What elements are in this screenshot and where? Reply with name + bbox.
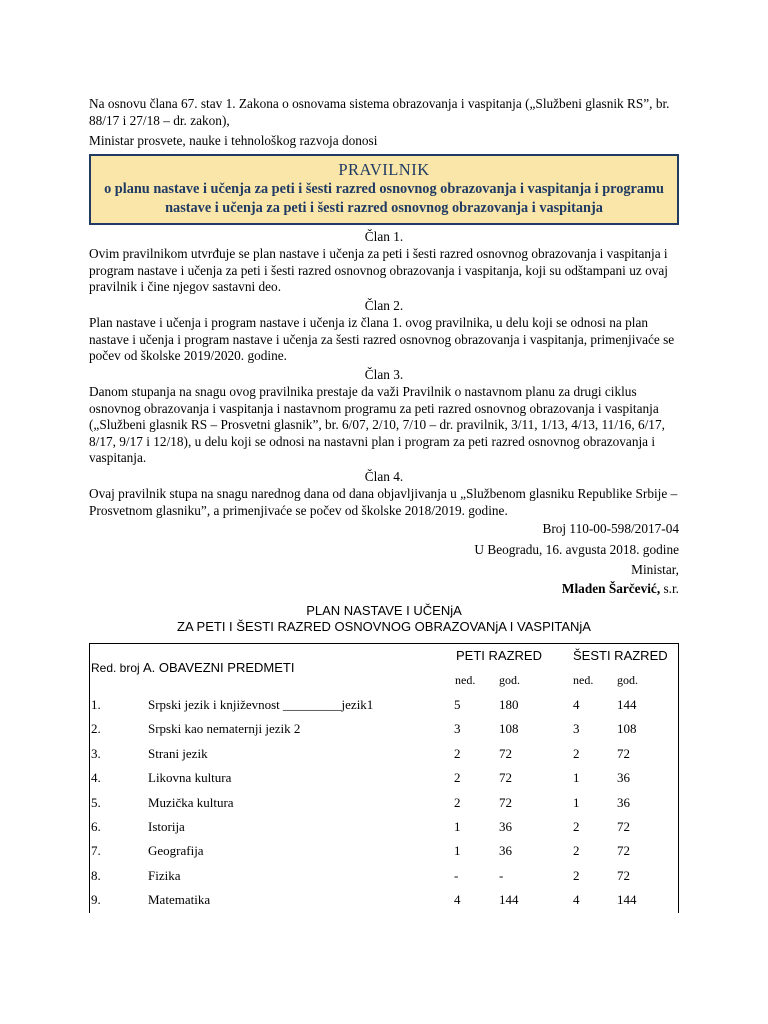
row-no: 5. — [91, 794, 101, 810]
plan-heading — [89, 603, 679, 635]
table-row — [90, 766, 680, 790]
row-g6: 144 — [617, 696, 637, 712]
row-n5: 2 — [454, 745, 461, 761]
table-row — [90, 717, 680, 741]
signatory-name: Mladen Šarčević, — [561, 580, 661, 596]
title-box — [89, 154, 679, 225]
row-n5: 5 — [454, 696, 461, 712]
row-n6: 2 — [573, 818, 580, 834]
row-n6: 3 — [573, 721, 580, 737]
article-4 — [89, 469, 679, 520]
row-no: 6. — [91, 818, 101, 834]
header-god-6: god. — [617, 673, 638, 688]
row-n5: 1 — [454, 818, 461, 834]
row-g6: 72 — [617, 843, 630, 859]
row-g6: 36 — [617, 794, 630, 810]
article-heading: Član 4. — [364, 468, 404, 484]
row-n5: 1 — [454, 843, 461, 859]
row-no: 3. — [91, 745, 101, 761]
row-g6: 144 — [617, 892, 637, 908]
row-no: 8. — [91, 867, 101, 883]
row-n6: 4 — [573, 892, 580, 908]
header-no: Red. broj — [91, 661, 140, 676]
row-subject: Geografija — [148, 843, 204, 859]
article-2 — [89, 298, 679, 365]
intro-legal-basis: Na osnovu člana 67. stav 1. Zakona o osnovama sistema obrazovanja i vaspitanja („Službeni glasnik RS”, br. 88/17 i 27/18 – dr. zakon), — [89, 96, 670, 128]
document-subtitle: o planu nastave i učenja za peti i šesti razred osnovnog obrazovanja i vaspitanja i programu nastave i učenja za peti i šesti razred osnovnog obrazovanja i vaspitanja — [104, 180, 664, 216]
table-row — [90, 693, 680, 717]
plan-title-line2: ZA PETI I ŠESTI RAZRED OSNOVNOG OBRAZOVANjA I VASPITANjA — [177, 619, 591, 634]
row-g6: 36 — [617, 770, 630, 786]
article-heading: Član 3. — [364, 366, 404, 382]
article-heading: Član 1. — [364, 228, 404, 244]
table-header-row — [90, 644, 680, 668]
row-subject: Muzička kultura — [148, 794, 234, 810]
row-g5: 36 — [499, 843, 512, 859]
row-g5: 108 — [499, 721, 519, 737]
row-n6: 1 — [573, 794, 580, 810]
row-g5: 72 — [499, 794, 512, 810]
row-subject: Matematika — [148, 892, 211, 908]
row-g5: 36 — [499, 818, 512, 834]
plan-table-frame — [89, 643, 679, 913]
row-g6: 72 — [617, 818, 630, 834]
document-page — [89, 96, 679, 913]
row-subject: Srpski kao nematernji jezik 2 — [148, 721, 301, 737]
row-n5: 2 — [454, 770, 461, 786]
row-g6: 108 — [617, 721, 637, 737]
row-n6: 2 — [573, 867, 580, 883]
plan-title-line1: PLAN NASTAVE I UČENjA — [306, 603, 462, 618]
table-row — [90, 864, 680, 888]
article-text: Danom stupanja na snagu ovog pravilnika prestaje da važi Pravilnik o nastavnom planu za drugi ciklus osnovnog obrazovanja i vaspitanja i nastavnom programu za peti razred osnovnog obrazovanja i vaspitanja („Službeni glasnik RS – Prosvetni glasnik”, br. 6/07, 2/10, 7/10 – dr. pravilnik, 3/11, 1/13, 4/13, 11/16, 6/17, 8/17, 9/17 i 12/18), u delu koji se odnosi na nastavni plan i program za peti razred osnovnog obrazovanja i vaspitanja. — [89, 384, 665, 465]
article-3 — [89, 367, 679, 467]
document-number: Broj 110-00-598/2017-04 — [542, 521, 679, 536]
row-g6: 72 — [617, 745, 630, 761]
row-n5: - — [454, 867, 459, 883]
article-1 — [89, 229, 679, 296]
signature-suffix: s.r. — [660, 580, 679, 596]
row-no: 7. — [91, 843, 101, 859]
row-subject: Istorija — [148, 818, 185, 834]
row-subject: Likovna kultura — [148, 770, 232, 786]
header-god-5: god. — [499, 673, 520, 688]
table-row — [90, 791, 680, 815]
row-subject: Strani jezik — [148, 745, 208, 761]
plan-table — [90, 644, 680, 913]
header-ned-6: ned. — [573, 673, 594, 688]
row-n5: 2 — [454, 794, 461, 810]
row-no: 4. — [91, 770, 101, 786]
row-n5: 3 — [454, 721, 461, 737]
header-ned-5: ned. — [455, 673, 476, 688]
intro-minister: Ministar prosvete, nauke i tehnološkog razvoja donosi — [89, 133, 378, 148]
article-text: Ovim pravilnikom utvrđuje se plan nastave i učenja za peti i šesti razred osnovnog obrazovanja i vaspitanja i program nastave i učenja za peti i šesti razred osnovnog obrazovanja i vaspitanja, koji su odštampani uz ovaj pravilnik i čine njegov sastavni deo. — [89, 246, 668, 294]
table-row — [90, 815, 680, 839]
row-subject: Srpski jezik i književnost _________jezik1 — [148, 696, 374, 712]
row-subject: Fizika — [148, 867, 181, 883]
row-n6: 2 — [573, 745, 580, 761]
row-g6: 72 — [617, 867, 630, 883]
header-grade6: ŠESTI RAZRED — [573, 647, 668, 663]
row-g5: 180 — [499, 696, 519, 712]
row-n6: 1 — [573, 770, 580, 786]
article-heading: Član 2. — [364, 297, 404, 313]
row-g5: 144 — [499, 892, 519, 908]
row-g5: - — [499, 867, 504, 883]
row-n5: 4 — [454, 892, 461, 908]
row-no: 2. — [91, 721, 101, 737]
table-row — [90, 839, 680, 863]
row-n6: 4 — [573, 696, 580, 712]
article-text: Plan nastave i učenja i program nastave i učenja iz člana 1. ovog pravilnika, u delu koji se odnosi na plan nastave i učenja i program nastave i učenja za šesti razred osnovnog obrazovanja i vaspitanja, primenjivaće se počev od školske 2019/2020. godine. — [89, 315, 675, 363]
row-g5: 72 — [499, 770, 512, 786]
article-text: Ovaj pravilnik stupa na snagu narednog dana od dana objavljivanja u „Službenom glasniku Republike Srbije – Prosvetnom glasniku”, a primenjivaće se počev od školske 2018/2019. godine. — [89, 486, 678, 518]
header-subjects: A. OBAVEZNI PREDMETI — [143, 660, 295, 676]
table-row — [90, 742, 680, 766]
document-title: PRAVILNIK — [338, 159, 430, 179]
table-row — [90, 888, 680, 912]
signature — [89, 581, 679, 598]
row-g5: 72 — [499, 745, 512, 761]
header-grade5: PETI RAZRED — [456, 647, 542, 663]
row-n6: 2 — [573, 843, 580, 859]
place-date: U Beogradu, 16. avgusta 2018. godine — [474, 541, 679, 557]
signatory-role: Ministar, — [631, 562, 679, 577]
row-no: 1. — [91, 696, 101, 712]
row-no: 9. — [91, 892, 101, 908]
